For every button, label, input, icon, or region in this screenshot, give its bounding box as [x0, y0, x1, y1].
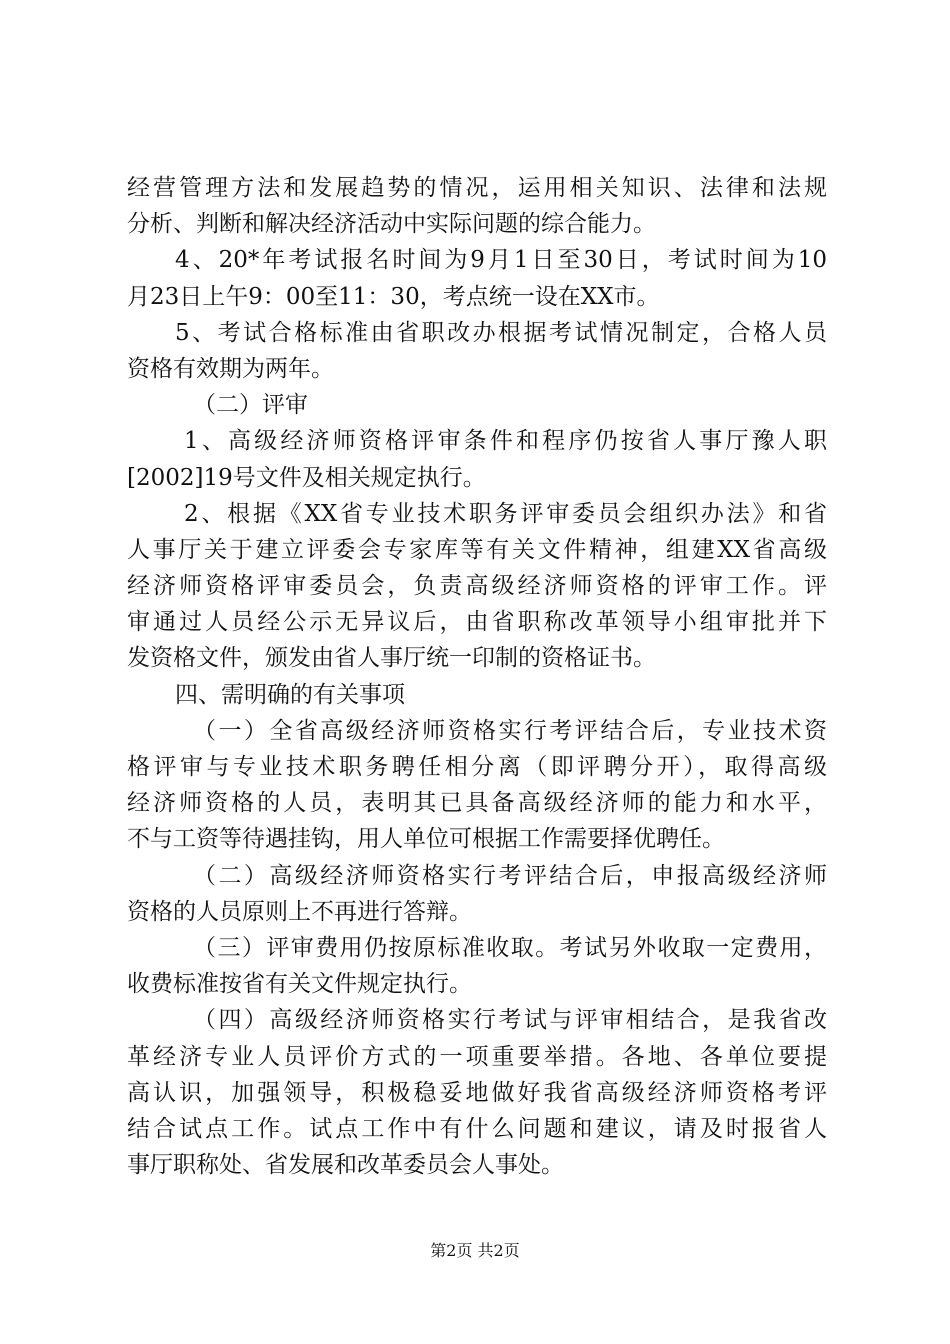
body-line: 发资格文件，颁发由省人事厅统一印制的资格证书。 [127, 645, 656, 672]
body-line: 不与工资等待遇挂钩，用人单位可根据工作需要择优聘任。 [127, 826, 725, 853]
body-line: 事厅职称处、省发展和改革委员会人事处。 [127, 1152, 564, 1179]
body-line: 收费标准按省有关文件规定执行。 [127, 971, 472, 998]
body-line: 人事厅关于建立评委会专家库等有关文件精神，组建XX省高级 [127, 536, 827, 563]
body-line: 审通过人员经公示无异议后，由省职称改革领导小组审批并下 [127, 609, 827, 636]
body-line: 格评审与专业技术职务聘任相分离（即评聘分开），取得高级 [127, 754, 827, 780]
body-line: （二）高级经济师资格实行考评结合后，申报高级经济师 [193, 862, 827, 889]
page-number-footer: 第2页 共2页 [430, 1241, 520, 1260]
body-line: （三）评审费用仍按原标准收取。考试另外收取一定费用， [193, 934, 827, 961]
body-line: 月23日上午9：00至11：30，考点统一设在XX市。 [127, 283, 660, 310]
document-body [127, 170, 827, 1183]
body-line: （四）高级经济师资格实行考试与评审相结合，是我省改 [193, 1007, 827, 1034]
section-heading: 四、需明确的有关事项 [175, 681, 405, 708]
body-line: 经营管理方法和发展趋势的情况，运用相关知识、法律和法规 [127, 175, 827, 201]
body-line: （一）全省高级经济师资格实行考评结合后，专业技术资 [193, 717, 827, 744]
body-line: 5、考试合格标准由省职改办根据考试情况制定，合格人员 [175, 319, 827, 346]
body-line: 经济师资格评审委员会，负责高级经济师资格的评审工作。评 [127, 573, 827, 600]
section-heading: （二）评审 [193, 392, 308, 419]
body-line: 4、20*年考试报名时间为9月1日至30日，考试时间为10 [175, 247, 827, 274]
body-line: 革经济专业人员评价方式的一项重要举措。各地、各单位要提 [127, 1043, 827, 1070]
body-line: 1、高级经济师资格评审条件和程序仍按省人事厅豫人职 [184, 428, 827, 455]
body-line: 经济师资格的人员，表明其已具备高级经济师的能力和水平， [127, 790, 827, 817]
body-line: 资格有效期为两年。 [127, 355, 334, 382]
body-line: 2、根据《XX省专业技术职务评审委员会组织办法》和省 [184, 500, 827, 527]
body-line: 分析、判断和解决经济活动中实际问题的综合能力。 [127, 211, 656, 238]
body-line: 资格的人员原则上不再进行答辩。 [127, 898, 472, 925]
body-line: [2002]19号文件及相关规定执行。 [127, 464, 486, 491]
body-line: 高认识，加强领导，积极稳妥地做好我省高级经济师资格考评 [127, 1079, 827, 1106]
body-line: 结合试点工作。试点工作中有什么问题和建议，请及时报省人 [127, 1115, 827, 1142]
